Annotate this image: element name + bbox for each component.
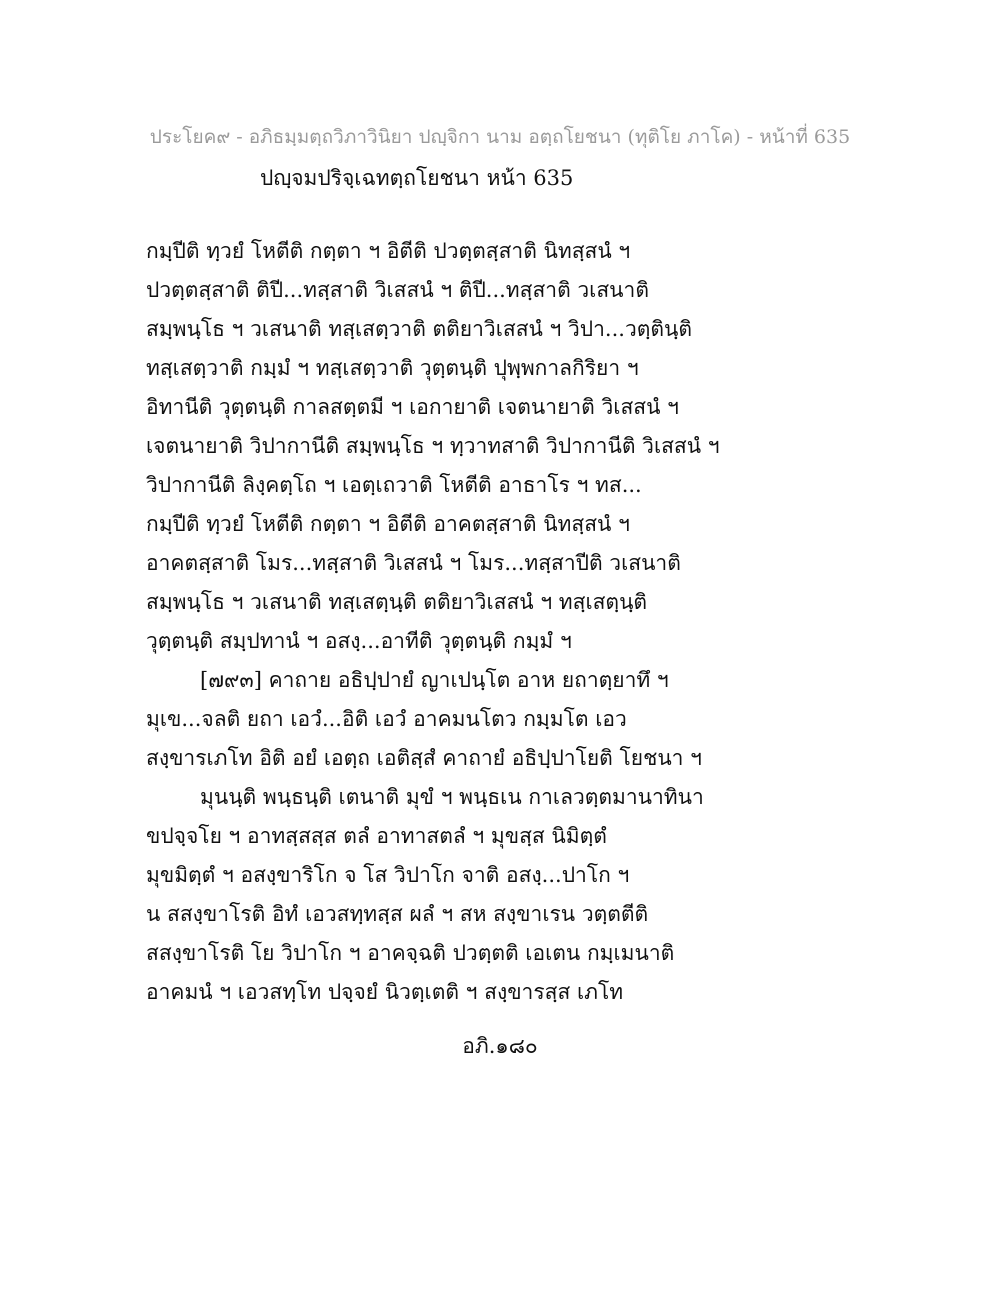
text-line: กมฺปีติ ทฺวยํ โหตีติ กตฺตา ฯ อิตีติ ปวตฺตสฺสาติ นิทสฺสนํ ฯ [146,239,631,263]
text-line: สงฺขารเภโท อิติ อยํ เอตฺถ เอติสฺสํ คาถายํ อธิปฺปาโยติ โยชนา ฯ [146,746,702,770]
page-footer: อภิ.๑๘๐ [462,1034,538,1058]
text-line: สสงฺขาโรติ โย วิปาโก ฯ อาคจฺฉติ ปวตฺตติ เอเตน กมฺเมนาติ [146,941,675,965]
body-text [146,232,866,1012]
text-line: อาคมนํ ฯ เอวสทฺโท ปจฺจยํ นิวตฺเตติ ฯ สงฺขารสฺส เภโท [146,980,624,1004]
text-line: [๗๙๓] คาถาย อธิปฺปายํ ญาเปนฺโต อาห ยถาตฺยาทึ ฯ [200,668,669,692]
text-line: มุนนฺติ พนฺธนฺติ เตนาติ มุขํ ฯ พนฺธเน กาเลวตฺตมานาทินา [200,785,704,809]
text-line: มุเข...จลติ ยถา เอวํ...อิติ เอวํ อาคมนโตว กมฺมโต เอว [146,707,627,731]
text-line: อิทานีติ วุตฺตนฺติ กาลสตฺตมี ฯ เอกายาติ เจตนายาติ วิเสสนํ ฯ [146,395,679,419]
text-line: กมฺปีติ ทฺวยํ โหตีติ กตฺตา ฯ อิตีติ อาคตสฺสาติ นิทสฺสนํ ฯ [146,512,630,536]
text-line: ขปจฺจโย ฯ อาทสฺสสฺส ตลํ อาทาสตลํ ฯ มุขสฺส นิมิตฺตํ [146,824,607,848]
text-line: อาคตสฺสาติ โมร...ทสฺสาติ วิเสสนํ ฯ โมร...ทสฺสาปีติ วเสนาติ [146,551,681,575]
page-heading: ปญฺจมปริจฺเฉทตฺถโยชนา หน้า 635 [260,166,574,190]
text-line: เจตนายาติ วิปากานีติ สมฺพนฺโธ ฯ ทฺวาทสาติ วิปากานีติ วิเสสนํ ฯ [146,434,720,458]
running-header: ประโยค๙ - อภิธมฺมตฺถวิภาวินิยา ปญฺจิกา นาม อตฺถโยชนา (ทุติโย ภาโค) - หน้าที่ 635 [149,126,851,148]
text-line: น สสงฺขาโรติ อิทํ เอวสทฺทสฺส ผลํ ฯ สห สงฺขาเรน วตฺตตีติ [146,902,649,926]
text-line: วุตฺตนฺติ สมฺปทานํ ฯ อสงฺ...อาทีติ วุตฺตนฺติ กมฺมํ ฯ [146,629,572,653]
text-line: สมฺพนฺโธ ฯ วเสนาติ ทสฺเสตฺวาติ ตติยาวิเสสนํ ฯ วิปา...วตฺตินฺติ [146,317,693,341]
text-line: วิปากานีติ ลิงฺคตฺโถ ฯ เอตฺเถวาติ โหตีติ อาธาโร ฯ ทส... [146,473,642,497]
text-line: ทสฺเสตฺวาติ กมฺมํ ฯ ทสฺเสตฺวาติ วุตฺตนฺติ ปุพฺพกาลกิริยา ฯ [146,356,639,380]
text-line: ปวตฺตสฺสาติ ติปี...ทสฺสาติ วิเสสนํ ฯ ติปี...ทสฺสาติ วเสนาติ [146,278,649,302]
text-line: สมฺพนฺโธ ฯ วเสนาติ ทสฺเสตฺนฺติ ตติยาวิเสสนํ ฯ ทสฺเสตฺนฺติ [146,590,648,614]
text-line: มุขมิตฺตํ ฯ อสงฺขาริโก จ โส วิปาโก จาติ อสงฺ...ปาโก ฯ [146,863,630,887]
